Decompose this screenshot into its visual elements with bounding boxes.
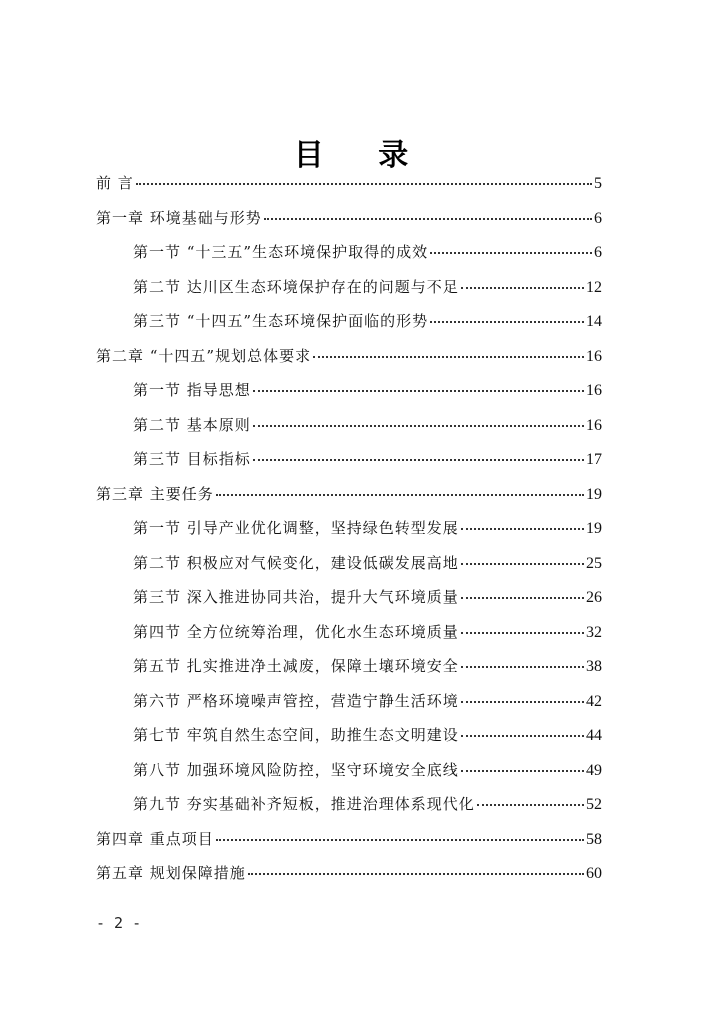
toc-section-entry[interactable]	[96, 235, 602, 270]
dot-leader	[430, 307, 584, 323]
toc-entry-page: 42	[586, 692, 602, 710]
toc-entry-label: 第二节 基本原则	[133, 415, 251, 434]
toc-entry-page: 19	[586, 485, 602, 503]
table-of-contents	[96, 166, 602, 891]
toc-entry-page: 16	[586, 416, 602, 434]
toc-section-entry[interactable]	[96, 753, 602, 788]
toc-section-entry[interactable]	[96, 546, 602, 581]
toc-entry-label: 第四节 全方位统筹治理，优化水生态环境质量	[133, 622, 459, 641]
toc-section-entry[interactable]	[96, 718, 602, 753]
dot-leader	[461, 687, 584, 703]
dot-leader	[264, 204, 592, 220]
dot-leader	[216, 480, 584, 496]
toc-entry-page: 5	[594, 175, 602, 192]
toc-entry-label: 第三章 主要任务	[96, 484, 214, 503]
toc-entry-page: 49	[586, 761, 602, 779]
toc-entry-label: 第五章 规划保障措施	[96, 864, 246, 882]
toc-entry-page: 17	[586, 451, 602, 468]
dot-leader	[253, 376, 584, 392]
toc-entry-label: 第一章 环境基础与形势	[96, 208, 262, 227]
toc-entry-page: 12	[586, 278, 602, 296]
toc-section-entry[interactable]	[96, 270, 602, 305]
toc-section-entry[interactable]	[96, 615, 602, 650]
toc-entry-label: 第三节 “十四五”生态环境保护面临的形势	[133, 312, 429, 330]
toc-chapter-entry[interactable]	[96, 856, 602, 891]
toc-section-entry[interactable]	[96, 304, 602, 339]
toc-entry-page: 32	[586, 623, 602, 641]
dot-leader	[136, 169, 592, 185]
toc-entry-page: 16	[586, 382, 602, 399]
dot-leader	[216, 825, 584, 841]
toc-entry-page: 19	[586, 520, 602, 537]
dot-leader	[253, 445, 584, 461]
dot-leader	[461, 756, 584, 772]
toc-entry-page: 60	[586, 865, 602, 882]
dot-leader	[313, 342, 584, 358]
dot-leader	[461, 583, 584, 599]
dot-leader	[461, 549, 584, 565]
toc-section-entry[interactable]	[96, 511, 602, 546]
dot-leader	[461, 618, 584, 634]
toc-section-entry[interactable]	[96, 649, 602, 684]
dot-leader	[253, 411, 584, 427]
toc-entry-page: 16	[586, 347, 602, 365]
toc-entry-page: 26	[586, 589, 602, 606]
toc-chapter-entry[interactable]	[96, 339, 602, 374]
toc-section-entry[interactable]	[96, 787, 602, 822]
toc-chapter-entry[interactable]	[96, 166, 602, 201]
toc-entry-page: 14	[586, 313, 602, 330]
toc-entry-page: 38	[586, 658, 602, 675]
toc-entry-label: 第八节 加强环境风险防控，坚守环境安全底线	[133, 760, 459, 779]
toc-section-entry[interactable]	[96, 442, 602, 477]
toc-entry-label: 第二节 积极应对气候变化，建设低碳发展高地	[133, 553, 459, 572]
toc-entry-page: 6	[594, 209, 602, 227]
toc-title: 目 录	[293, 138, 431, 173]
toc-section-entry[interactable]	[96, 580, 602, 615]
toc-entry-page: 52	[586, 796, 602, 813]
dot-leader	[430, 238, 592, 254]
toc-entry-page: 6	[594, 244, 602, 261]
page-number: - 2 -	[96, 914, 142, 932]
toc-entry-label: 第一节 指导思想	[133, 381, 251, 399]
toc-entry-label: 第四章 重点项目	[96, 829, 214, 848]
toc-chapter-entry[interactable]	[96, 477, 602, 512]
dot-leader	[477, 790, 584, 806]
toc-section-entry[interactable]	[96, 684, 602, 719]
toc-chapter-entry[interactable]	[96, 201, 602, 236]
toc-entry-page: 44	[586, 727, 602, 744]
toc-entry-label: 第二章 “十四五”规划总体要求	[96, 346, 312, 365]
dot-leader	[461, 273, 584, 289]
dot-leader	[461, 721, 584, 737]
toc-chapter-entry[interactable]	[96, 822, 602, 857]
toc-entry-label: 第一节 引导产业优化调整，坚持绿色转型发展	[133, 519, 459, 537]
dot-leader	[461, 514, 584, 530]
toc-entry-label: 第三节 深入推进协同共治，提升大气环境质量	[133, 588, 459, 606]
toc-entry-label: 第二节 达川区生态环境保护存在的问题与不足	[133, 277, 459, 296]
toc-entry-label: 前 言	[96, 174, 134, 192]
toc-entry-label: 第六节 严格环境噪声管控，营造宁静生活环境	[133, 691, 459, 710]
toc-entry-label: 第九节 夯实基础补齐短板，推进治理体系现代化	[133, 795, 475, 813]
toc-entry-label: 第七节 牢筑自然生态空间，助推生态文明建设	[133, 726, 459, 744]
dot-leader	[461, 652, 584, 668]
toc-section-entry[interactable]	[96, 373, 602, 408]
toc-entry-label: 第一节 “十三五”生态环境保护取得的成效	[133, 243, 429, 261]
toc-entry-label: 第五节 扎实推进净土减废，保障土壤环境安全	[133, 657, 459, 675]
toc-section-entry[interactable]	[96, 408, 602, 443]
toc-entry-page: 58	[586, 830, 602, 848]
toc-entry-label: 第三节 目标指标	[133, 450, 251, 468]
toc-entry-page: 25	[586, 554, 602, 572]
dot-leader	[248, 859, 584, 875]
